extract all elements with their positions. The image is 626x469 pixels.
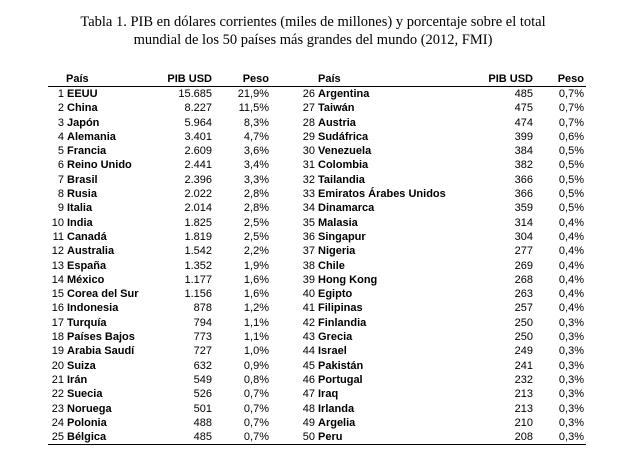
country-right-cell: Irlanda: [318, 402, 355, 415]
table-caption: [0, 13, 626, 49]
rank-left-cell: 1: [57, 88, 64, 100]
pib-left-cell: 1.542: [184, 245, 212, 258]
rank-right-cell: 44: [302, 345, 315, 358]
rank-right-cell: 45: [302, 359, 315, 372]
country-right-cell: Sudáfrica: [318, 130, 369, 143]
country-left-cell: Australia: [67, 245, 115, 258]
country-right-cell: Peru: [318, 431, 343, 444]
table-row: [48, 387, 586, 401]
pib-right-cell: 366: [514, 188, 533, 201]
country-right-cell: Filipinas: [318, 302, 363, 315]
rank-left-cell: 6: [57, 159, 64, 172]
peso-left-cell: 1,0%: [243, 345, 269, 358]
rank-left-cell: 22: [51, 388, 64, 401]
pib-left-cell: 15.685: [178, 88, 212, 100]
peso-right-cell: 0,3%: [558, 416, 584, 429]
country-right-cell: Emiratos Árabes Unidos: [318, 188, 446, 201]
rank-right-cell: 37: [302, 245, 315, 258]
rank-right-cell: 36: [302, 230, 315, 243]
pib-right-cell: 359: [514, 202, 533, 215]
rank-left-cell: 17: [51, 316, 64, 329]
country-right-cell: Singapur: [318, 230, 366, 243]
rank-right-cell: 29: [302, 130, 315, 143]
pib-right-cell: 485: [514, 88, 533, 100]
peso-right-cell: 0,3%: [558, 388, 584, 401]
rank-right-cell: 32: [302, 173, 315, 186]
rank-left-cell: 15: [51, 288, 64, 301]
rank-right-cell: 35: [302, 216, 315, 229]
rank-left-cell: 16: [51, 302, 64, 315]
peso-left-cell: 4,7%: [243, 130, 269, 143]
peso-right-cell: 0,4%: [558, 273, 584, 286]
pib-left-cell: 632: [193, 359, 212, 372]
table-row: [48, 216, 586, 230]
header-peso-left: Peso: [242, 73, 269, 85]
country-left-cell: Francia: [67, 145, 107, 158]
rank-left-cell: 21: [51, 373, 64, 386]
pib-right-cell: 213: [514, 402, 533, 415]
country-right-cell: Egipto: [318, 288, 353, 301]
country-left-cell: Alemania: [67, 130, 116, 143]
table-row: [48, 101, 586, 115]
peso-left-cell: 0,9%: [243, 359, 269, 372]
table-row: [48, 130, 586, 144]
rank-left-cell: 4: [57, 130, 64, 143]
country-left-cell: Noruega: [67, 402, 112, 415]
rank-left-cell: 19: [51, 345, 64, 358]
rank-right-cell: 26: [302, 88, 315, 100]
peso-right-cell: 0,3%: [558, 402, 584, 415]
table-row: [48, 173, 586, 187]
pib-left-cell: 794: [193, 316, 212, 329]
peso-left-cell: 0,8%: [243, 373, 269, 386]
gdp-table: [48, 72, 586, 445]
country-right-cell: Grecia: [318, 331, 353, 344]
pib-left-cell: 1.156: [184, 288, 212, 301]
table-row: [48, 273, 586, 287]
peso-right-cell: 0,7%: [558, 102, 584, 115]
rank-right-cell: 27: [302, 102, 315, 115]
peso-right-cell: 0,4%: [558, 216, 584, 229]
pib-right-cell: 208: [514, 431, 533, 444]
country-left-cell: Irán: [67, 373, 88, 386]
pib-left-cell: 488: [193, 416, 212, 429]
pib-right-cell: 250: [514, 316, 533, 329]
peso-right-cell: 0,3%: [558, 316, 584, 329]
table-row: [48, 144, 586, 158]
peso-right-cell: 0,7%: [558, 116, 584, 129]
peso-left-cell: 2,2%: [243, 245, 269, 258]
pib-right-cell: 213: [514, 388, 533, 401]
rank-right-cell: 48: [302, 402, 315, 415]
table-row: [48, 287, 586, 301]
peso-right-cell: 0,3%: [558, 359, 584, 372]
pib-left-cell: 773: [193, 331, 212, 344]
peso-left-cell: 0,7%: [243, 416, 269, 429]
country-right-cell: Pakistán: [318, 359, 364, 372]
rank-right-cell: 50: [302, 431, 315, 444]
rank-left-cell: 11: [52, 230, 64, 243]
peso-left-cell: 2,8%: [243, 202, 269, 215]
country-left-cell: Turquía: [67, 316, 107, 329]
country-left-cell: Italia: [67, 202, 93, 215]
pib-right-cell: 314: [514, 216, 533, 229]
country-right-cell: Taiwán: [318, 102, 355, 115]
header-pais-right: País: [318, 73, 341, 85]
country-right-cell: Portugal: [318, 373, 363, 386]
country-left-cell: España: [67, 259, 107, 272]
pib-left-cell: 2.441: [184, 159, 212, 172]
table-row: [48, 402, 586, 416]
country-left-cell: Corea del Sur: [67, 288, 139, 301]
table-row: [48, 87, 586, 101]
peso-right-cell: 0,5%: [558, 159, 584, 172]
rank-right-cell: 34: [302, 202, 315, 215]
rank-left-cell: 5: [57, 145, 64, 158]
peso-right-cell: 0,5%: [558, 145, 584, 158]
table-row: [48, 316, 586, 330]
country-left-cell: India: [67, 216, 93, 229]
country-right-cell: Finlandia: [318, 316, 367, 329]
peso-right-cell: 0,4%: [558, 245, 584, 258]
pib-left-cell: 549: [193, 373, 212, 386]
pib-left-cell: 1.177: [184, 273, 212, 286]
peso-left-cell: 1,6%: [243, 288, 269, 301]
country-left-cell: Suecia: [67, 388, 103, 401]
pib-left-cell: 2.022: [184, 188, 212, 201]
rank-left-cell: 20: [51, 359, 64, 372]
pib-right-cell: 382: [514, 159, 533, 172]
peso-right-cell: 0,4%: [558, 288, 584, 301]
table-row: [48, 230, 586, 244]
rank-right-cell: 28: [302, 116, 315, 129]
country-right-cell: Malasia: [318, 216, 358, 229]
country-right-cell: Hong Kong: [318, 273, 378, 286]
country-right-cell: Argentina: [318, 88, 370, 100]
pib-right-cell: 257: [514, 302, 533, 315]
peso-left-cell: 1,1%: [243, 331, 269, 344]
peso-right-cell: 0,4%: [558, 259, 584, 272]
country-left-cell: Japón: [67, 116, 100, 129]
caption-line-2: mundial de los 50 países más grandes del mundo (2012, FMI): [133, 32, 493, 48]
peso-right-cell: 0,5%: [558, 202, 584, 215]
country-right-cell: Tailandia: [318, 173, 365, 186]
country-left-cell: Arabia Saudí: [67, 345, 135, 358]
table-row: [48, 244, 586, 258]
pib-right-cell: 210: [514, 416, 533, 429]
country-left-cell: Países Bajos: [67, 331, 135, 344]
pib-left-cell: 501: [193, 402, 212, 415]
rank-right-cell: 49: [302, 416, 315, 429]
pib-right-cell: 269: [514, 259, 533, 272]
table-row: [48, 259, 586, 273]
rank-left-cell: 18: [51, 331, 64, 344]
table-row: [48, 359, 586, 373]
rank-right-cell: 39: [302, 273, 315, 286]
peso-left-cell: 0,7%: [243, 402, 269, 415]
pib-left-cell: 1.819: [184, 230, 212, 243]
peso-right-cell: 0,5%: [558, 188, 584, 201]
peso-right-cell: 0,3%: [558, 331, 584, 344]
pib-left-cell: 2.014: [184, 202, 212, 215]
country-right-cell: Austria: [318, 116, 356, 129]
table-row: [48, 416, 586, 430]
pib-right-cell: 263: [514, 288, 533, 301]
rank-right-cell: 46: [302, 373, 315, 386]
pib-right-cell: 475: [514, 102, 533, 115]
country-left-cell: Brasil: [67, 173, 98, 186]
peso-right-cell: 0,7%: [558, 88, 584, 100]
header-pib-right: PIB USD: [488, 73, 533, 85]
pib-left-cell: 727: [193, 345, 212, 358]
country-right-cell: Colombia: [318, 159, 369, 172]
pib-left-cell: 2.609: [184, 145, 212, 158]
rank-right-cell: 47: [302, 388, 315, 401]
country-right-cell: Chile: [318, 259, 345, 272]
country-left-cell: China: [67, 102, 98, 115]
header-pib-left: PIB USD: [167, 73, 212, 85]
peso-left-cell: 1,1%: [243, 316, 269, 329]
pib-right-cell: 249: [514, 345, 533, 358]
peso-right-cell: 0,4%: [558, 302, 584, 315]
rank-left-cell: 12: [51, 245, 64, 258]
country-left-cell: Reino Unido: [67, 159, 132, 172]
peso-left-cell: 3,4%: [243, 159, 269, 172]
rank-right-cell: 30: [302, 145, 315, 158]
peso-left-cell: 2,5%: [243, 216, 269, 229]
rank-left-cell: 13: [51, 259, 64, 272]
peso-left-cell: 11,5%: [238, 102, 269, 115]
country-right-cell: Iraq: [318, 388, 339, 401]
rank-right-cell: 40: [302, 288, 315, 301]
rank-right-cell: 42: [302, 316, 315, 329]
pib-left-cell: 485: [193, 431, 212, 444]
table-body: [48, 87, 586, 444]
country-right-cell: Nigeria: [318, 245, 356, 258]
country-right-cell: Venezuela: [318, 145, 372, 158]
pib-left-cell: 8.227: [184, 102, 212, 115]
peso-right-cell: 0,6%: [558, 130, 584, 143]
table-row: [48, 373, 586, 387]
table-row: [48, 301, 586, 315]
rank-left-cell: 25: [51, 431, 64, 444]
rank-right-cell: 31: [302, 159, 315, 172]
table-row: [48, 158, 586, 172]
country-left-cell: Indonesia: [67, 302, 119, 315]
peso-right-cell: 0,3%: [558, 431, 584, 444]
country-right-cell: Israel: [318, 345, 347, 358]
pib-right-cell: 241: [514, 359, 533, 372]
pib-right-cell: 304: [514, 230, 533, 243]
rank-right-cell: 38: [302, 259, 315, 272]
rank-left-cell: 10: [51, 216, 64, 229]
pib-left-cell: 2.396: [184, 173, 212, 186]
peso-left-cell: 3,3%: [243, 173, 269, 186]
peso-left-cell: 0,7%: [243, 431, 269, 444]
table-header-row: [48, 72, 586, 87]
pib-left-cell: 1.352: [184, 259, 212, 272]
country-right-cell: Argelia: [318, 416, 356, 429]
peso-left-cell: 3,6%: [243, 145, 269, 158]
pib-right-cell: 232: [514, 373, 533, 386]
peso-right-cell: 0,3%: [558, 373, 584, 386]
table-row: [48, 430, 586, 444]
pib-left-cell: 878: [193, 302, 212, 315]
peso-left-cell: 1,6%: [243, 273, 269, 286]
country-left-cell: EEUU: [67, 88, 98, 100]
rank-right-cell: 33: [302, 188, 315, 201]
peso-left-cell: 1,9%: [243, 259, 269, 272]
pib-left-cell: 1.825: [184, 216, 212, 229]
rank-left-cell: 8: [57, 188, 64, 201]
rank-right-cell: 41: [302, 302, 315, 315]
table-row: [48, 330, 586, 344]
rank-left-cell: 14: [51, 273, 64, 286]
pib-right-cell: 366: [514, 173, 533, 186]
peso-right-cell: 0,5%: [558, 173, 584, 186]
header-pais-left: País: [66, 73, 89, 85]
peso-left-cell: 8,3%: [243, 116, 269, 129]
table-row: [48, 187, 586, 201]
country-right-cell: Dinamarca: [318, 202, 375, 215]
table-row: [48, 201, 586, 215]
pib-right-cell: 250: [514, 331, 533, 344]
rank-right-cell: 43: [302, 331, 315, 344]
pib-right-cell: 277: [514, 245, 533, 258]
peso-left-cell: 1,2%: [243, 302, 269, 315]
table-row: [48, 116, 586, 130]
country-left-cell: Rusia: [67, 188, 97, 201]
pib-left-cell: 5.964: [184, 116, 212, 129]
country-left-cell: Suiza: [67, 359, 96, 372]
rank-left-cell: 7: [57, 173, 64, 186]
pib-right-cell: 384: [514, 145, 533, 158]
pib-left-cell: 3.401: [184, 130, 212, 143]
rank-left-cell: 9: [57, 202, 64, 215]
peso-left-cell: 2,5%: [243, 230, 269, 243]
pib-right-cell: 268: [514, 273, 533, 286]
rank-left-cell: 3: [57, 116, 64, 129]
rank-left-cell: 2: [57, 102, 64, 115]
peso-left-cell: 0,7%: [243, 388, 269, 401]
header-peso-right: Peso: [557, 73, 584, 85]
country-left-cell: México: [67, 273, 105, 286]
peso-right-cell: 0,3%: [558, 345, 584, 358]
pib-left-cell: 526: [193, 388, 212, 401]
pib-right-cell: 474: [514, 116, 533, 129]
country-left-cell: Polonia: [67, 416, 107, 429]
country-left-cell: Canadá: [67, 230, 107, 243]
caption-line-1: Tabla 1. PIB en dólares corrientes (miles de millones) y porcentaje sobre el total: [80, 14, 546, 30]
peso-left-cell: 21,9%: [237, 88, 269, 100]
pib-right-cell: 399: [514, 130, 533, 143]
table-row: [48, 344, 586, 358]
peso-right-cell: 0,4%: [558, 230, 584, 243]
rank-left-cell: 23: [51, 402, 64, 415]
peso-left-cell: 2,8%: [243, 188, 269, 201]
country-left-cell: Bélgica: [67, 431, 107, 444]
rank-left-cell: 24: [51, 416, 64, 429]
